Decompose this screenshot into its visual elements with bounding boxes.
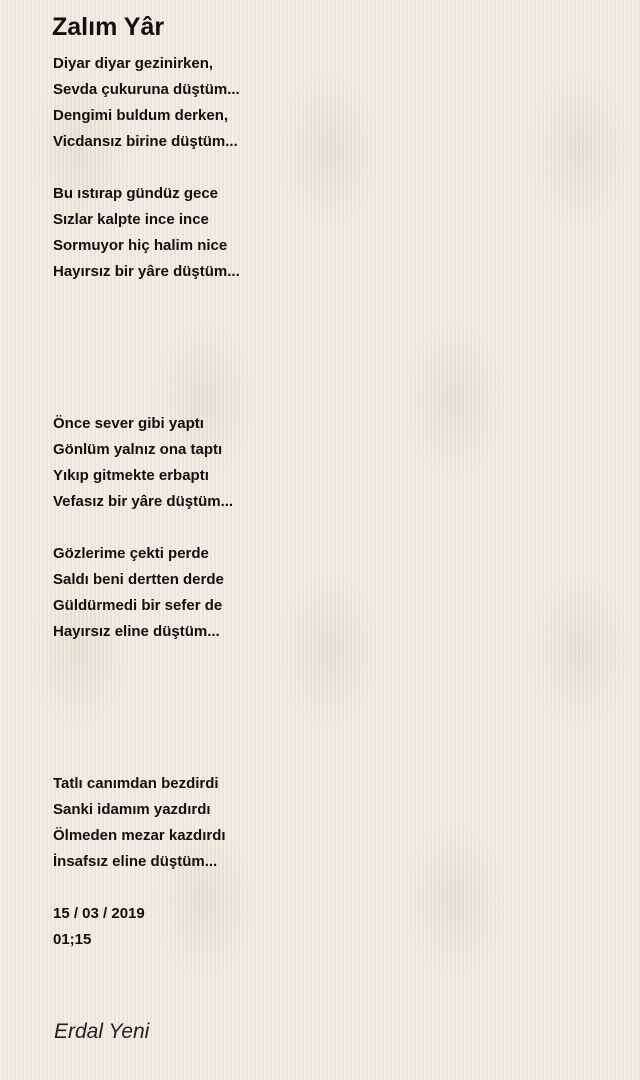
poem-title: Zalım Yâr [52,13,165,41]
poem-line: Ölmeden mezar kazdırdı [53,827,226,844]
poem-line: Gözlerime çekti perde [53,545,209,562]
stanza-gap [53,645,613,771]
stanza-2 [53,181,613,285]
poem-line: Sevda çukuruna düştüm... [53,81,240,98]
stanza-gap [53,155,613,181]
poem-line: Güldürmedi bir sefer de [53,597,223,614]
poem-body [53,51,613,875]
stanza-4 [53,541,613,645]
poem-line: Saldı beni dertten derde [53,571,224,588]
poem-line: İnsafsız eline düştüm... [53,853,218,870]
poem-time: 01;15 [53,931,92,948]
stanza-5 [53,771,613,875]
poem-line: Sızlar kalpte ince ince [53,211,209,228]
poem-line: Vefasız bir yâre düştüm... [53,493,234,510]
poem-line: Sormuyor hiç halim nice [53,237,228,254]
poem-line: Tatlı canımdan bezdirdi [53,775,219,792]
poem-line: Bu ıstırap gündüz gece [53,185,219,202]
stanza-gap [53,515,613,541]
poem-line: Sanki idamım yazdırdı [53,801,211,818]
poem-line: Hayırsız bir yâre düştüm... [53,263,240,280]
poem-date-block [53,901,145,953]
poem-line: Diyar diyar gezinirken, [53,55,214,72]
poem-line: Dengimi buldum derken, [53,107,229,124]
stanza-3 [53,411,613,515]
poem-line: Vicdansız birine düştüm... [53,133,238,150]
stanza-gap [53,285,613,411]
poem-author: Erdal Yeni [54,1020,150,1043]
poem-line: Gönlüm yalnız ona taptı [53,441,223,458]
poem-date: 15 / 03 / 2019 [53,905,145,922]
poem-line: Önce sever gibi yaptı [53,415,204,432]
poem-line: Hayırsız eline düştüm... [53,623,220,640]
poem-line: Yıkıp gitmekte erbaptı [53,467,209,484]
stanza-1 [53,51,613,155]
